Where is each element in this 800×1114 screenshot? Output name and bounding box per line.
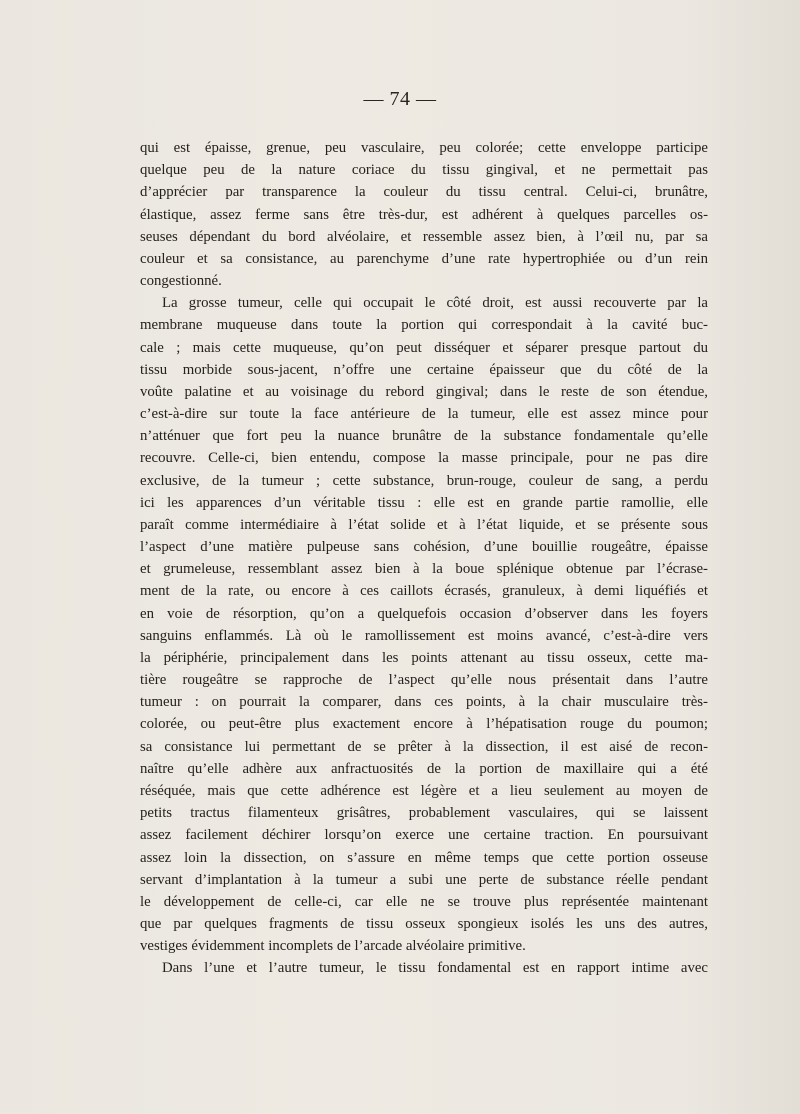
- text-line: en voie de résorption, qu’on a quelquefois occasion d’observer dans les foyers: [140, 605, 708, 622]
- text-line: le développement de celle-ci, car elle ne se trouve plus représentée maintenant: [140, 893, 708, 910]
- text-line: que par quelques fragments de tissu osseux spongieux isolés les uns des autres,: [140, 916, 708, 933]
- text-line: sanguins enflammés. Là où le ramollissement est moins avancé, c’est-à-dire vers: [140, 627, 708, 644]
- text-line: couleur et sa consistance, au parenchyme d’une rate hypertrophiée ou d’un rein: [140, 250, 708, 267]
- text-line: paraît comme intermédiaire à l’état solide et à l’état liquide, et se présente sous: [140, 516, 708, 533]
- page-number: — 74 —: [363, 88, 437, 110]
- text-line: ment de la rate, ou encore à ces caillots écrasés, granuleux, à demi liquéfiés et: [140, 583, 708, 600]
- text-line: qui est épaisse, grenue, peu vasculaire, peu colorée; cette enveloppe participe: [140, 140, 708, 156]
- text-line: seuses dépendant du bord alvéolaire, et ressemble assez bien, à l’œil nu, par sa: [140, 228, 708, 245]
- text-line: tière rougeâtre se rapproche de l’aspect qu’elle nous présentait dans l’autre: [140, 672, 708, 689]
- text-line: et grumeleuse, ressemblant assez bien à la boue splénique obtenue par l’écrase-: [140, 561, 708, 578]
- text-line: l’aspect d’une matière pulpeuse sans cohésion, d’une bouillie rougeâtre, épaisse: [140, 539, 708, 556]
- text-line: Dans l’une et l’autre tumeur, le tissu fondamental est en rapport intime avec: [162, 960, 708, 977]
- text-line: exclusive, de la tumeur ; cette substance, brun-rouge, couleur de sang, a perdu: [140, 472, 708, 489]
- text-line: élastique, assez ferme sans être très-dur, est adhérent à quelques parcelles os-: [140, 206, 708, 223]
- text-line: naître qu’elle adhère aux anfractuosités de la portion de maxillaire qui a été: [140, 760, 708, 777]
- text-line: sa consistance lui permettant de se prêter à la dissection, il est aisé de recon-: [140, 738, 708, 755]
- text-line: servant d’implantation à la tumeur a subi une perte de substance réelle pendant: [140, 871, 708, 888]
- text-line: recouvre. Celle-ci, bien entendu, compose la masse principale, pour ne pas dire: [140, 450, 708, 467]
- text-line: tissu morbide sous-jacent, n’offre une certaine épaisseur que du côté de la: [140, 361, 708, 378]
- body-text: [140, 137, 708, 980]
- text-line: assez loin la dissection, on s’assure en même temps que cette portion osseuse: [140, 849, 708, 866]
- text-line: assez facilement déchirer lorsqu’on exerce une certaine traction. En poursuivant: [140, 827, 708, 844]
- text-line: voûte palatine et au voisinage du rebord gingival; dans le reste de son étendue,: [140, 383, 708, 400]
- text-line: quelque peu de la nature coriace du tissu gingival, et ne permettait pas: [140, 162, 708, 179]
- text-line: c’est-à-dire sur toute la face antérieure de la tumeur, elle est assez mince pour: [140, 406, 708, 423]
- text-line: tumeur : on pourrait la comparer, dans ces points, à la chair musculaire très-: [140, 694, 708, 711]
- text-line: la périphérie, principalement dans les points attenant au tissu osseux, cette ma-: [140, 649, 708, 666]
- text-line: congestionné.: [140, 273, 222, 290]
- text-line: colorée, ou peut-être plus exactement encore à l’hépatisation rouge du poumon;: [140, 716, 708, 733]
- text-line: ici les apparences d’un véritable tissu : elle est en grande partie ramollie, elle: [140, 494, 708, 511]
- text-line: petits tractus filamenteux grisâtres, probablement vasculaires, qui se laissent: [140, 805, 708, 822]
- text-line: d’apprécier par transparence la couleur du tissu central. Celui-ci, brunâtre,: [140, 184, 708, 201]
- text-line: membrane muqueuse dans toute la portion qui correspondait à la cavité buc-: [140, 317, 708, 334]
- text-line: vestiges évidemment incomplets de l’arcade alvéolaire primitive.: [140, 938, 526, 955]
- text-line: n’atténuer que fort peu la nuance brunâtre de la substance fondamentale qu’elle: [140, 428, 708, 445]
- text-line: La grosse tumeur, celle qui occupait le côté droit, est aussi recouverte par la: [162, 295, 708, 312]
- text-line: cale ; mais cette muqueuse, qu’on peut disséquer et séparer presque partout du: [140, 339, 708, 356]
- text-line: réséquée, mais que cette adhérence est légère et a lieu seulement au moyen de: [140, 782, 708, 799]
